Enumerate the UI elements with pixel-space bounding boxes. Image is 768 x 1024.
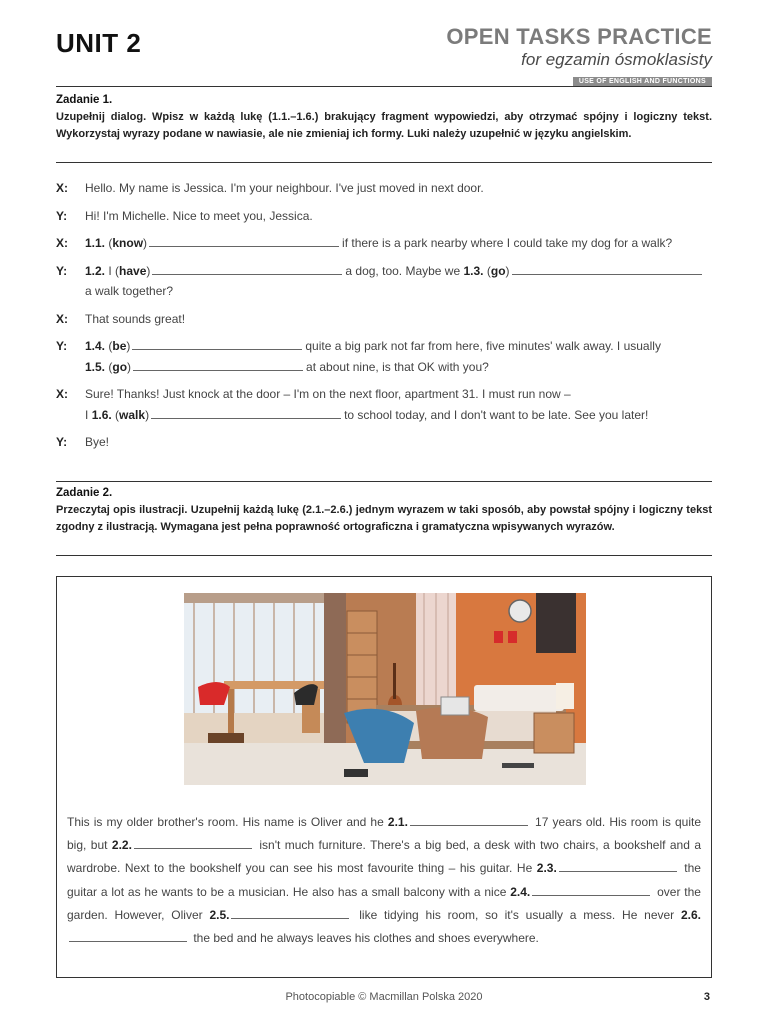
dialog-line: [56, 309, 712, 330]
dialog-text: a dog, too. Maybe we: [345, 263, 461, 278]
answer-gap-1-2[interactable]: [152, 263, 342, 275]
bedroom-illustration: [184, 593, 586, 785]
dialog-line: [56, 206, 712, 227]
answer-gap-1-6[interactable]: [151, 407, 341, 419]
dialog-text: Sure! Thanks! Just knock at the door – I'm on the next floor, apartment 31. I must run now –: [85, 387, 571, 401]
gap-keyword: go: [490, 263, 506, 278]
speaker-label: Y:: [56, 339, 68, 353]
dialog-text: to school today, and I don't want to be late. See you later!: [344, 407, 649, 422]
gap-keyword: have: [119, 263, 147, 278]
task1-dialog: [56, 178, 712, 453]
speaker-label: Y:: [56, 263, 68, 278]
passage-text: This is my older brother's room. His name is Oliver and he: [67, 815, 384, 829]
speaker-label: X:: [56, 311, 68, 326]
task2-title: Zadanie 2.: [56, 487, 113, 499]
dialog-line: Y: 1.2. I (have) a dog, too. Maybe we 1.3. (go) a walk together?: [56, 261, 712, 302]
answer-gap-1-5[interactable]: [133, 359, 303, 371]
answer-gap-2-1[interactable]: [410, 814, 528, 826]
answer-gap-1-4[interactable]: [132, 338, 302, 350]
dialog-line: [56, 178, 712, 199]
dialog-text: if there is a park nearby where I could take my dog for a walk?: [342, 236, 673, 250]
gap-number: 1.6.: [91, 407, 112, 422]
section-tag: USE OF ENGLISH AND FUNCTIONS: [573, 77, 712, 86]
speaker-label: Y:: [56, 435, 68, 449]
dialog-text: quite a big park not far from here, five minutes' walk away. I usually: [305, 339, 661, 353]
exam-subtitle: for egzamin ósmoklasisty: [521, 50, 712, 69]
gap-number: 1.1.: [85, 236, 106, 250]
dialog-text: Bye!: [85, 435, 110, 449]
task1-instructions: Uzupełnij dialog. Wpisz w każdą lukę (1.1.–1.6.) brakujący fragment wypowiedzi, aby otrzymać spójny i logiczny tekst. Wykorzystaj wyrazy podane w nawiasie, ale nie zmieniaj ich formy. Luki należy uzupełnić w języku angielskim.: [56, 111, 712, 140]
bedroom-photo-icon: [184, 593, 586, 785]
dialog-text: Hello. My name is Jessica. I'm your neighbour. I've just moved in next door.: [85, 181, 484, 195]
dialog-line: [56, 432, 712, 453]
answer-gap-2-5[interactable]: [231, 907, 349, 919]
page-number: 3: [703, 991, 710, 1003]
dialog-line: X: 1.1. (know) if there is a park nearby where I could take my dog for a walk?: [56, 233, 712, 254]
gap-keyword: know: [112, 236, 144, 250]
task2-divider: [56, 555, 712, 556]
dialog-line: Y: 1.4. (be) quite a big park not far from here, five minutes' walk away. I usually 1.5. (go) at about nine, is that OK with you?: [56, 336, 712, 377]
gap-keyword: walk: [119, 407, 146, 422]
task2-box: [56, 576, 712, 978]
passage-text: like tidying his room, so it's usually a mess. He never: [359, 907, 675, 922]
dialog-text: a walk together?: [85, 284, 174, 298]
gap-number: 1.4.: [85, 339, 106, 353]
speaker-label: X:: [56, 387, 68, 401]
dialog-text: That sounds great!: [85, 311, 186, 326]
gap-number: 1.2.: [85, 263, 106, 278]
gap-number: 2.6.: [680, 907, 701, 922]
footer-copyright: Photocopiable © Macmillan Polska 2020: [285, 991, 483, 1003]
gap-number: 2.5.: [209, 907, 230, 922]
gap-number: 1.5.: [85, 359, 106, 374]
task2-passage: [67, 811, 701, 950]
gap-number: 2.3.: [536, 861, 557, 876]
passage-text: 17 years old. His room is quite big, but: [67, 815, 702, 853]
practice-title: OPEN TASKS PRACTICE: [446, 24, 712, 49]
speaker-label: X:: [56, 236, 68, 250]
dialog-text: Hi! I'm Michelle. Nice to meet you, Jessica.: [85, 208, 313, 223]
dialog-line: X: Sure! Thanks! Just knock at the door – I'm on the next floor, apartment 31. I must run now – I 1.6. (walk) to school today, and I don't want to be late. See you later!: [56, 384, 712, 425]
answer-gap-2-2[interactable]: [134, 837, 252, 849]
gap-number: 1.3.: [463, 263, 484, 278]
gap-keyword: go: [112, 359, 128, 374]
dialog-text: I: [85, 407, 89, 422]
gap-keyword: be: [112, 339, 127, 353]
gap-number: 2.4.: [510, 884, 531, 899]
task1-divider: [56, 162, 712, 163]
task2-top-divider: [56, 481, 712, 482]
speaker-label: Y:: [56, 208, 68, 223]
unit-title: UNIT 2: [56, 28, 142, 58]
speaker-label: X:: [56, 181, 68, 195]
header-divider: [56, 86, 712, 87]
task2-instructions: Przeczytaj opis ilustracji. Uzupełnij każdą lukę (2.1.–2.6.) jednym wyrazem w taki sposób, aby powstał spójny i logiczny tekst zgodny z ilustracją. Wymagana jest pełna poprawność ortograficzna i gramatyczna wpisywanych wyrazów.: [56, 504, 712, 533]
answer-gap-1-1[interactable]: [149, 235, 339, 247]
answer-gap-2-6[interactable]: [69, 930, 187, 942]
passage-text: over the garden. However, Oliver: [67, 884, 701, 922]
answer-gap-1-3[interactable]: [512, 263, 702, 275]
answer-gap-2-4[interactable]: [532, 884, 650, 896]
answer-gap-2-3[interactable]: [559, 860, 677, 872]
passage-text: the bed and he always leaves his clothes and shoes everywhere.: [193, 931, 539, 946]
dialog-text: I: [108, 263, 112, 278]
header-titles: [446, 24, 712, 88]
dialog-text: at about nine, is that OK with you?: [306, 359, 489, 374]
gap-number: 2.2.: [111, 838, 132, 853]
passage-text: the guitar a lot as he wants to be a musician. He also has a small balcony with a nice: [67, 861, 701, 899]
gap-number: 2.1.: [387, 815, 408, 829]
passage-text: isn't much furniture. There's a big bed, a desk with two chairs, a bookshelf and a wardrobe. Next to the bookshelf you can see his most favourite thing – his guitar. He: [67, 838, 701, 876]
task1-title: Zadanie 1.: [56, 94, 113, 106]
